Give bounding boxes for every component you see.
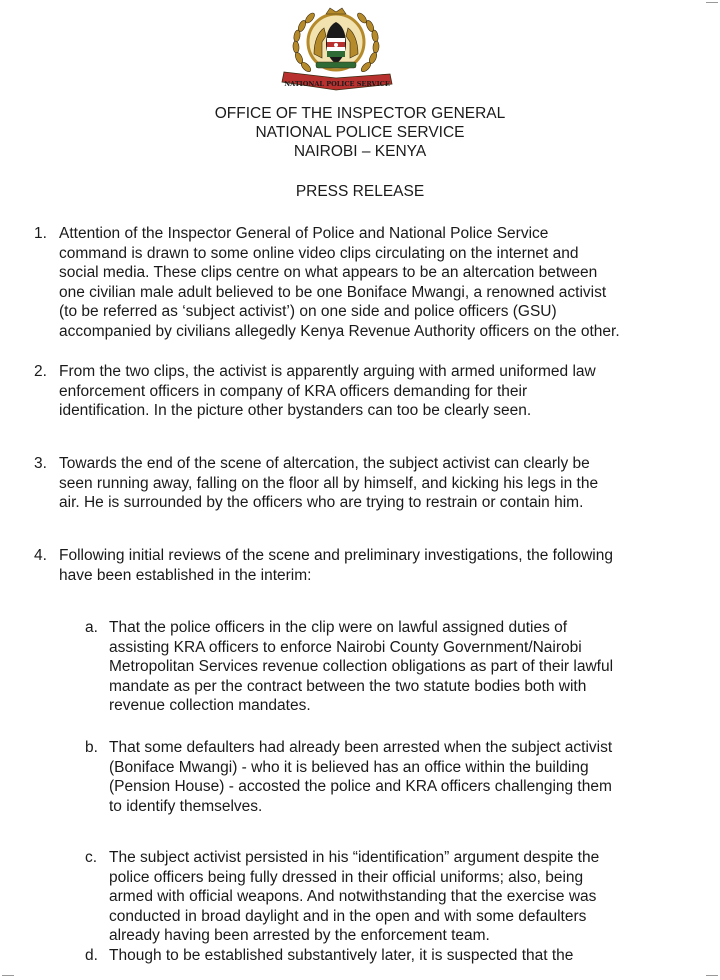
subparagraph-line: Though to be established substantively later, it is suspected that the bbox=[109, 947, 574, 964]
paragraph-4 bbox=[34, 546, 694, 585]
subparagraph-line: That the police officers in the clip were on lawful assigned duties of bbox=[109, 619, 568, 636]
subparagraph-letter: b. bbox=[85, 739, 98, 756]
paragraph-line: have been established in the interim: bbox=[59, 566, 312, 584]
paragraph-line: (to be referred as ‘subject activist’) on one side and police officers (GSU) bbox=[59, 303, 557, 321]
crest-banner bbox=[282, 72, 392, 90]
subparagraph-line: mandate as per the contract between the two statute bodies both with bbox=[109, 677, 587, 695]
subparagraph-line: revenue collection mandates. bbox=[109, 697, 311, 715]
subparagraph-line: Metropolitan Services revenue collection obligations as part of their lawful bbox=[109, 658, 614, 676]
subparagraph-letter: a. bbox=[85, 619, 98, 636]
subparagraph-line: assisting KRA officers to enforce Nairobi County Government/Nairobi bbox=[109, 638, 582, 656]
header-block bbox=[0, 104, 720, 161]
subparagraph-line: to identify themselves. bbox=[109, 797, 263, 815]
subparagraph-letter: d. bbox=[85, 947, 98, 964]
subparagraph-d bbox=[85, 946, 695, 966]
subparagraph-c bbox=[85, 848, 695, 946]
paragraph-line: Attention of the Inspector General of Police and National Police Service bbox=[59, 225, 549, 242]
paragraph-number: 1. bbox=[34, 225, 47, 242]
paragraph-line: Following initial reviews of the scene and preliminary investigations, the following bbox=[59, 547, 613, 564]
service-title: NATIONAL POLICE SERVICE bbox=[255, 124, 465, 141]
paragraph-line: identification. In the picture other bystanders can too be clearly seen. bbox=[59, 402, 532, 420]
paragraph-line: Towards the end of the scene of altercation, the subject activist can clearly be bbox=[59, 455, 590, 472]
crest-banner-text: NATIONAL POLICE SERVICE bbox=[284, 80, 390, 88]
subparagraph-line: (Boniface Mwangi) - who it is believed has an office within the building bbox=[109, 758, 589, 776]
subparagraph-line: armed with official weapons. And notwithstanding that the exercise was bbox=[109, 888, 597, 906]
subparagraph-line: The subject activist persisted in his “identification” argument despite the bbox=[109, 849, 600, 866]
paragraph-line: command is drawn to some online video clips circulating on the internet and bbox=[59, 244, 579, 262]
paragraph-1 bbox=[34, 224, 694, 342]
paragraph-line: one civilian male adult believed to be one Boniface Mwangi, a renowned activist bbox=[59, 283, 607, 301]
paragraph-number: 2. bbox=[34, 363, 47, 380]
scan-edge-mark-top bbox=[706, 2, 718, 3]
paragraph-line: seen running away, falling on the floor all by himself, and kicking his legs in the bbox=[59, 474, 599, 492]
location-title: NAIROBI – KENYA bbox=[293, 143, 427, 160]
paragraph-3 bbox=[34, 454, 694, 513]
paragraph-number: 3. bbox=[34, 455, 47, 472]
office-title: OFFICE OF THE INSPECTOR GENERAL bbox=[214, 105, 506, 122]
paragraph-line: air. He is surrounded by the officers who are trying to restrain or contain him. bbox=[59, 494, 584, 512]
subparagraph-a bbox=[85, 618, 695, 716]
paragraph-number: 4. bbox=[34, 547, 47, 564]
paragraph-line: accompanied by civilians allegedly Kenya Revenue Authority officers on the other. bbox=[59, 322, 620, 340]
crest-crown bbox=[326, 8, 346, 14]
subparagraph-line: police officers being fully dressed in their official uniforms; also, being bbox=[109, 868, 584, 886]
scan-edge-mark-bottom-right bbox=[706, 975, 718, 976]
subparagraph-line: already having been arrested by the enforcement team. bbox=[109, 927, 490, 945]
paragraph-line: social media. These clips centre on what appears to be an altercation between bbox=[59, 264, 598, 282]
subparagraph-line: conducted in broad daylight and in the open and with some defaulters bbox=[109, 907, 587, 925]
subparagraph-line: That some defaulters had already been arrested when the subject activist bbox=[109, 739, 613, 756]
paragraph-line: From the two clips, the activist is apparently arguing with armed uniformed law bbox=[59, 363, 596, 380]
subparagraph-letter: c. bbox=[85, 849, 98, 866]
scan-edge-mark-bottom-left bbox=[2, 975, 14, 976]
national-police-service-crest bbox=[270, 2, 402, 92]
press-release-title: PRESS RELEASE bbox=[295, 183, 425, 200]
paragraph-line: enforcement officers in company of KRA officers demanding for their bbox=[59, 382, 528, 400]
subparagraph-b bbox=[85, 738, 695, 816]
paragraph-2 bbox=[34, 362, 694, 421]
crest-base bbox=[316, 62, 356, 68]
subparagraph-line: (Pension House) - accosted the police and KRA officers challenging them bbox=[109, 778, 612, 796]
